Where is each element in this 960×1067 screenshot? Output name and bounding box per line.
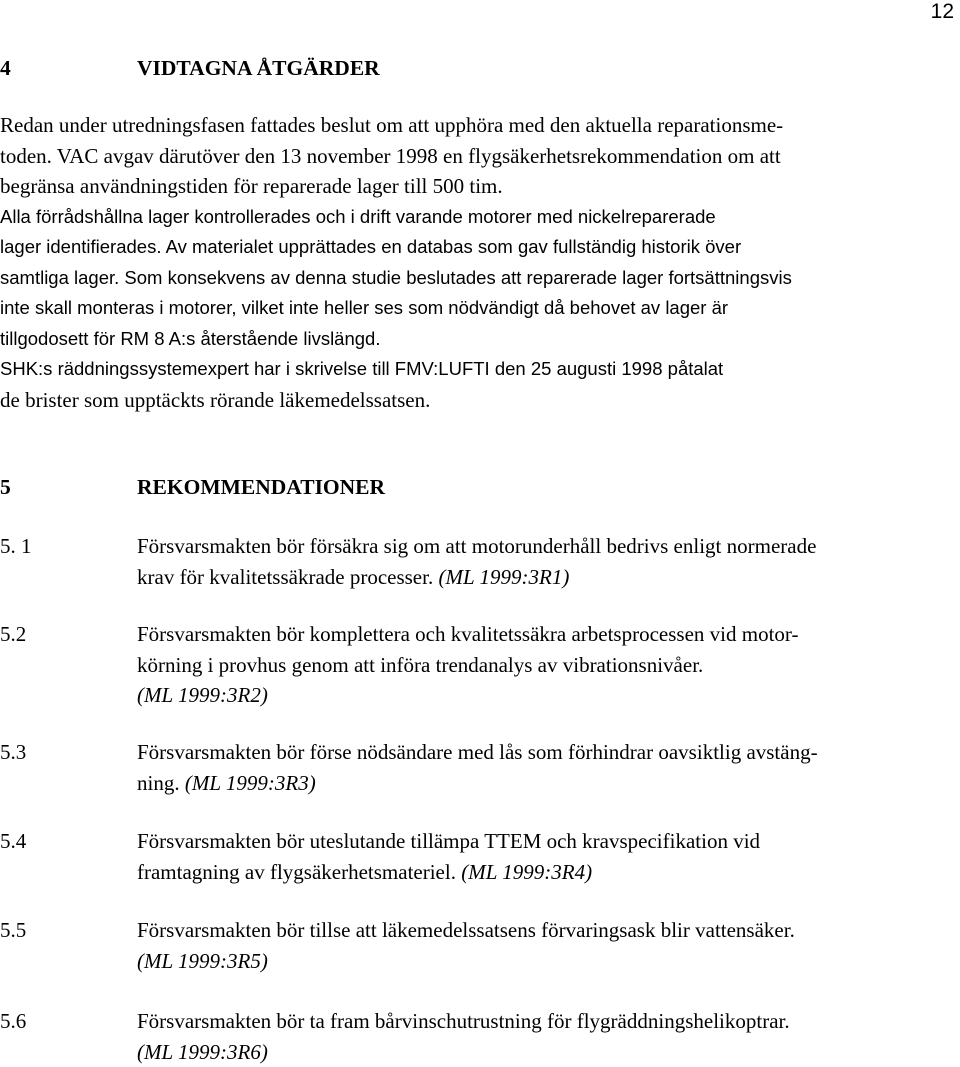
recommendation-reference: (ML 1999:3R2) [137,683,268,707]
recommendation-number: 5.5 [0,918,27,942]
body-line: inte skall monteras i motorer, vilket inte heller ses som nödvändigt då behovet av lager är [0,297,729,318]
recommendation-reference: (ML 1999:3R6) [137,1039,268,1064]
recommendation-reference: (ML 1999:3R4) [461,859,593,884]
section-4-title: VIDTAGNA ÅTGÄRDER [137,56,380,80]
recommendation-number: 5. 1 [0,534,32,558]
section-5-title: REKOMMENDATIONER [137,475,386,499]
recommendation-line: ning. [137,770,185,795]
recommendation-line: Försvarsmakten bör uteslutande tillämpa TTEM och kravspecifikation vid [137,829,761,853]
body-line: SHK:s räddningssystemexpert har i skrivelse till FMV:LUFTI den 25 augusti 1998 påtalat [0,358,724,379]
body-line: lager identifierades. Av materialet upprättades en databas som gav fullständig historik över [0,236,742,257]
section-5-number: 5 [0,475,11,499]
recommendation-number: 5.3 [0,740,27,764]
recommendation-line: Försvarsmakten bör förse nödsändare med lås som förhindrar oavsiktlig avstäng- [137,740,818,764]
recommendation-number: 5.4 [0,829,27,853]
recommendation-number: 5.6 [0,1009,27,1033]
body-line: samtliga lager. Som konsekvens av denna studie beslutades att reparerade lager fortsättningsvis [0,266,792,288]
body-line: begränsa användningstiden för reparerade lager till 500 tim. [0,174,503,198]
page-number: 12 [930,0,954,23]
section-4-body [0,110,958,415]
recommendation-reference: (ML 1999:3R3) [184,770,316,795]
recommendation-line: Försvarsmakten bör försäkra sig om att motorunderhåll bedrivs enligt normerade [137,534,817,558]
recommendation-line: körning i provhus genom att införa trendanalys av vibrationsnivåer. [137,652,704,677]
body-line: toden. VAC avgav därutöver den 13 november 1998 en flygsäkerhetsrekommendation om att [0,143,781,168]
recommendation-reference: (ML 1999:3R5) [137,948,268,973]
body-line: de brister som upptäckts rörande läkemedelssatsen. [0,387,431,412]
recommendation-reference: (ML 1999:3R1) [438,564,570,589]
recommendation-line: Försvarsmakten bör ta fram bårvinschutrustning för flygräddningshelikoptrar. [137,1009,790,1033]
section-4-number: 4 [0,56,11,80]
recommendation-line: krav för kvalitetssäkrade processer. [137,564,439,589]
recommendation-number: 5.2 [0,622,27,646]
recommendation-line: framtagning av flygsäkerhetsmateriel. [137,859,462,884]
recommendation-line: Försvarsmakten bör tillse att läkemedelssatsens förvaringsask blir vattensäker. [137,918,795,942]
body-line: tillgodosett för RM 8 A:s återstående livslängd. [0,327,381,349]
recommendation-line: Försvarsmakten bör komplettera och kvalitetssäkra arbetsprocessen vid motor- [137,622,799,646]
body-line: Alla förrådshållna lager kontrollerades och i drift varande motorer med nickelreparerade [0,205,716,227]
body-line: Redan under utredningsfasen fattades beslut om att upphöra med den aktuella reparationsme- [0,113,784,137]
